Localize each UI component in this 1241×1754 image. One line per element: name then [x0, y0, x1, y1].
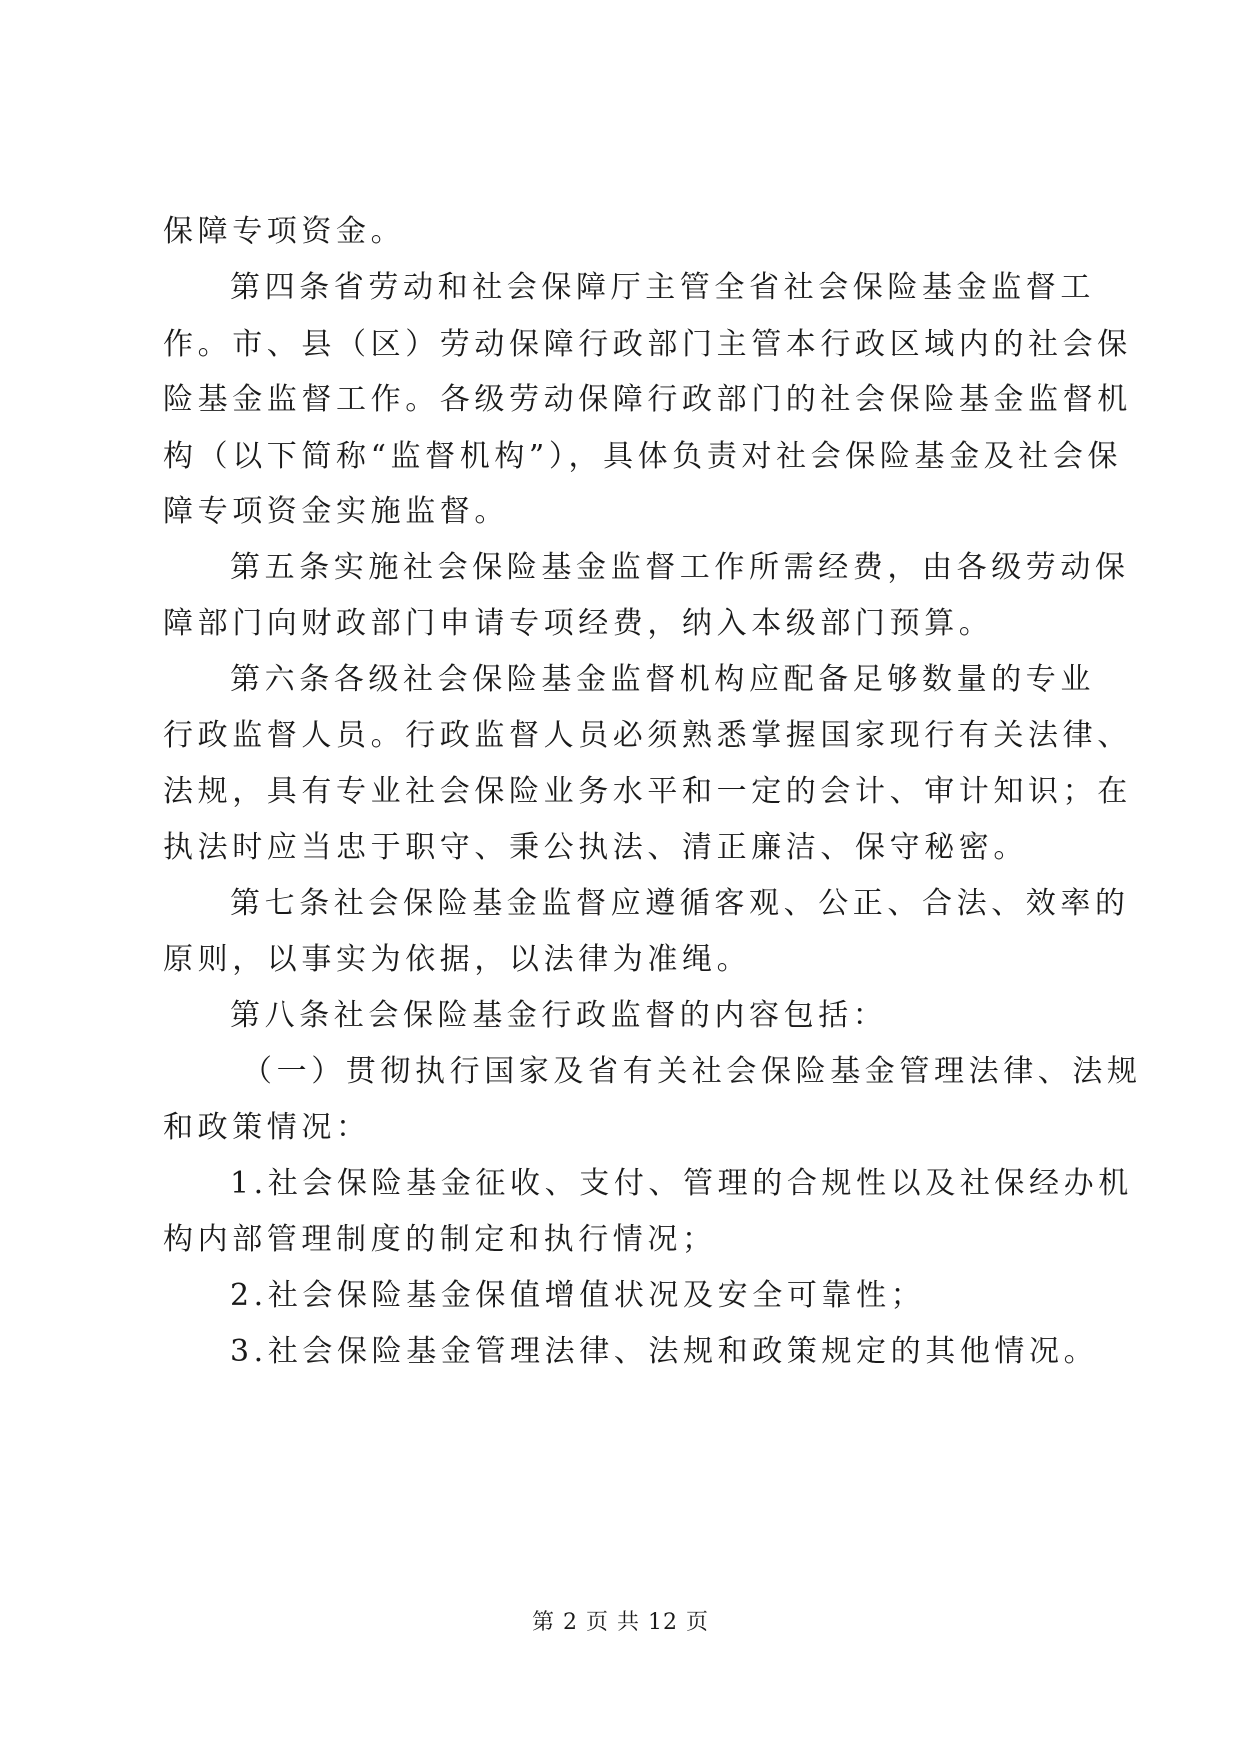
paragraph-line: 构（以下简称“监督机构”），具体负责对社会保险基金及社会保	[163, 439, 1123, 474]
paragraph-line: 2.社会保险基金保值增值状况及安全可靠性；	[230, 1278, 926, 1313]
paragraph-line: 构内部管理制度的制定和执行情况；	[163, 1222, 717, 1257]
paragraph-line: 原则，以事实为依据，以法律为准绳。	[163, 942, 752, 977]
paragraph-line: 保障专项资金。	[163, 214, 406, 249]
paragraph-line: 第四条省劳动和社会保障厅主管全省社会保险基金监督工	[230, 270, 1095, 305]
paragraph-line: 行政监督人员。行政监督人员必须熟悉掌握国家现行有关法律、	[163, 718, 1132, 753]
paragraph-line: 法规，具有专业社会保险业务水平和一定的会计、审计知识；在	[163, 774, 1132, 809]
paragraph-line: 第五条实施社会保险基金监督工作所需经费，由各级劳动保	[230, 550, 1130, 585]
page-number-footer: 第 2 页 共 12 页	[532, 1610, 709, 1635]
paragraph-line: （一）贯彻执行国家及省有关社会保险基金管理法律、法规	[242, 1054, 1142, 1089]
paragraph-line: 第六条各级社会保险基金监督机构应配备足够数量的专业	[230, 662, 1095, 697]
paragraph-line: 险基金监督工作。各级劳动保障行政部门的社会保险基金监督机	[163, 382, 1132, 417]
paragraph-line: 障部门向财政部门申请专项经费，纳入本级部门预算。	[163, 606, 994, 641]
paragraph-line: 和政策情况：	[163, 1110, 371, 1145]
paragraph-line: 3.社会保险基金管理法律、法规和政策规定的其他情况。	[230, 1334, 1099, 1369]
paragraph-line: 1.社会保险基金征收、支付、管理的合规性以及社保经办机	[230, 1166, 1133, 1201]
paragraph-line: 第八条社会保险基金行政监督的内容包括：	[230, 998, 888, 1033]
paragraph-line: 作。市、县（区）劳动保障行政部门主管本行政区域内的社会保	[163, 327, 1132, 362]
paragraph-line: 执法时应当忠于职守、秉公执法、清正廉洁、保守秘密。	[163, 830, 1028, 865]
paragraph-line: 第七条社会保险基金监督应遵循客观、公正、合法、效率的	[230, 886, 1130, 921]
paragraph-line: 障专项资金实施监督。	[163, 494, 509, 529]
